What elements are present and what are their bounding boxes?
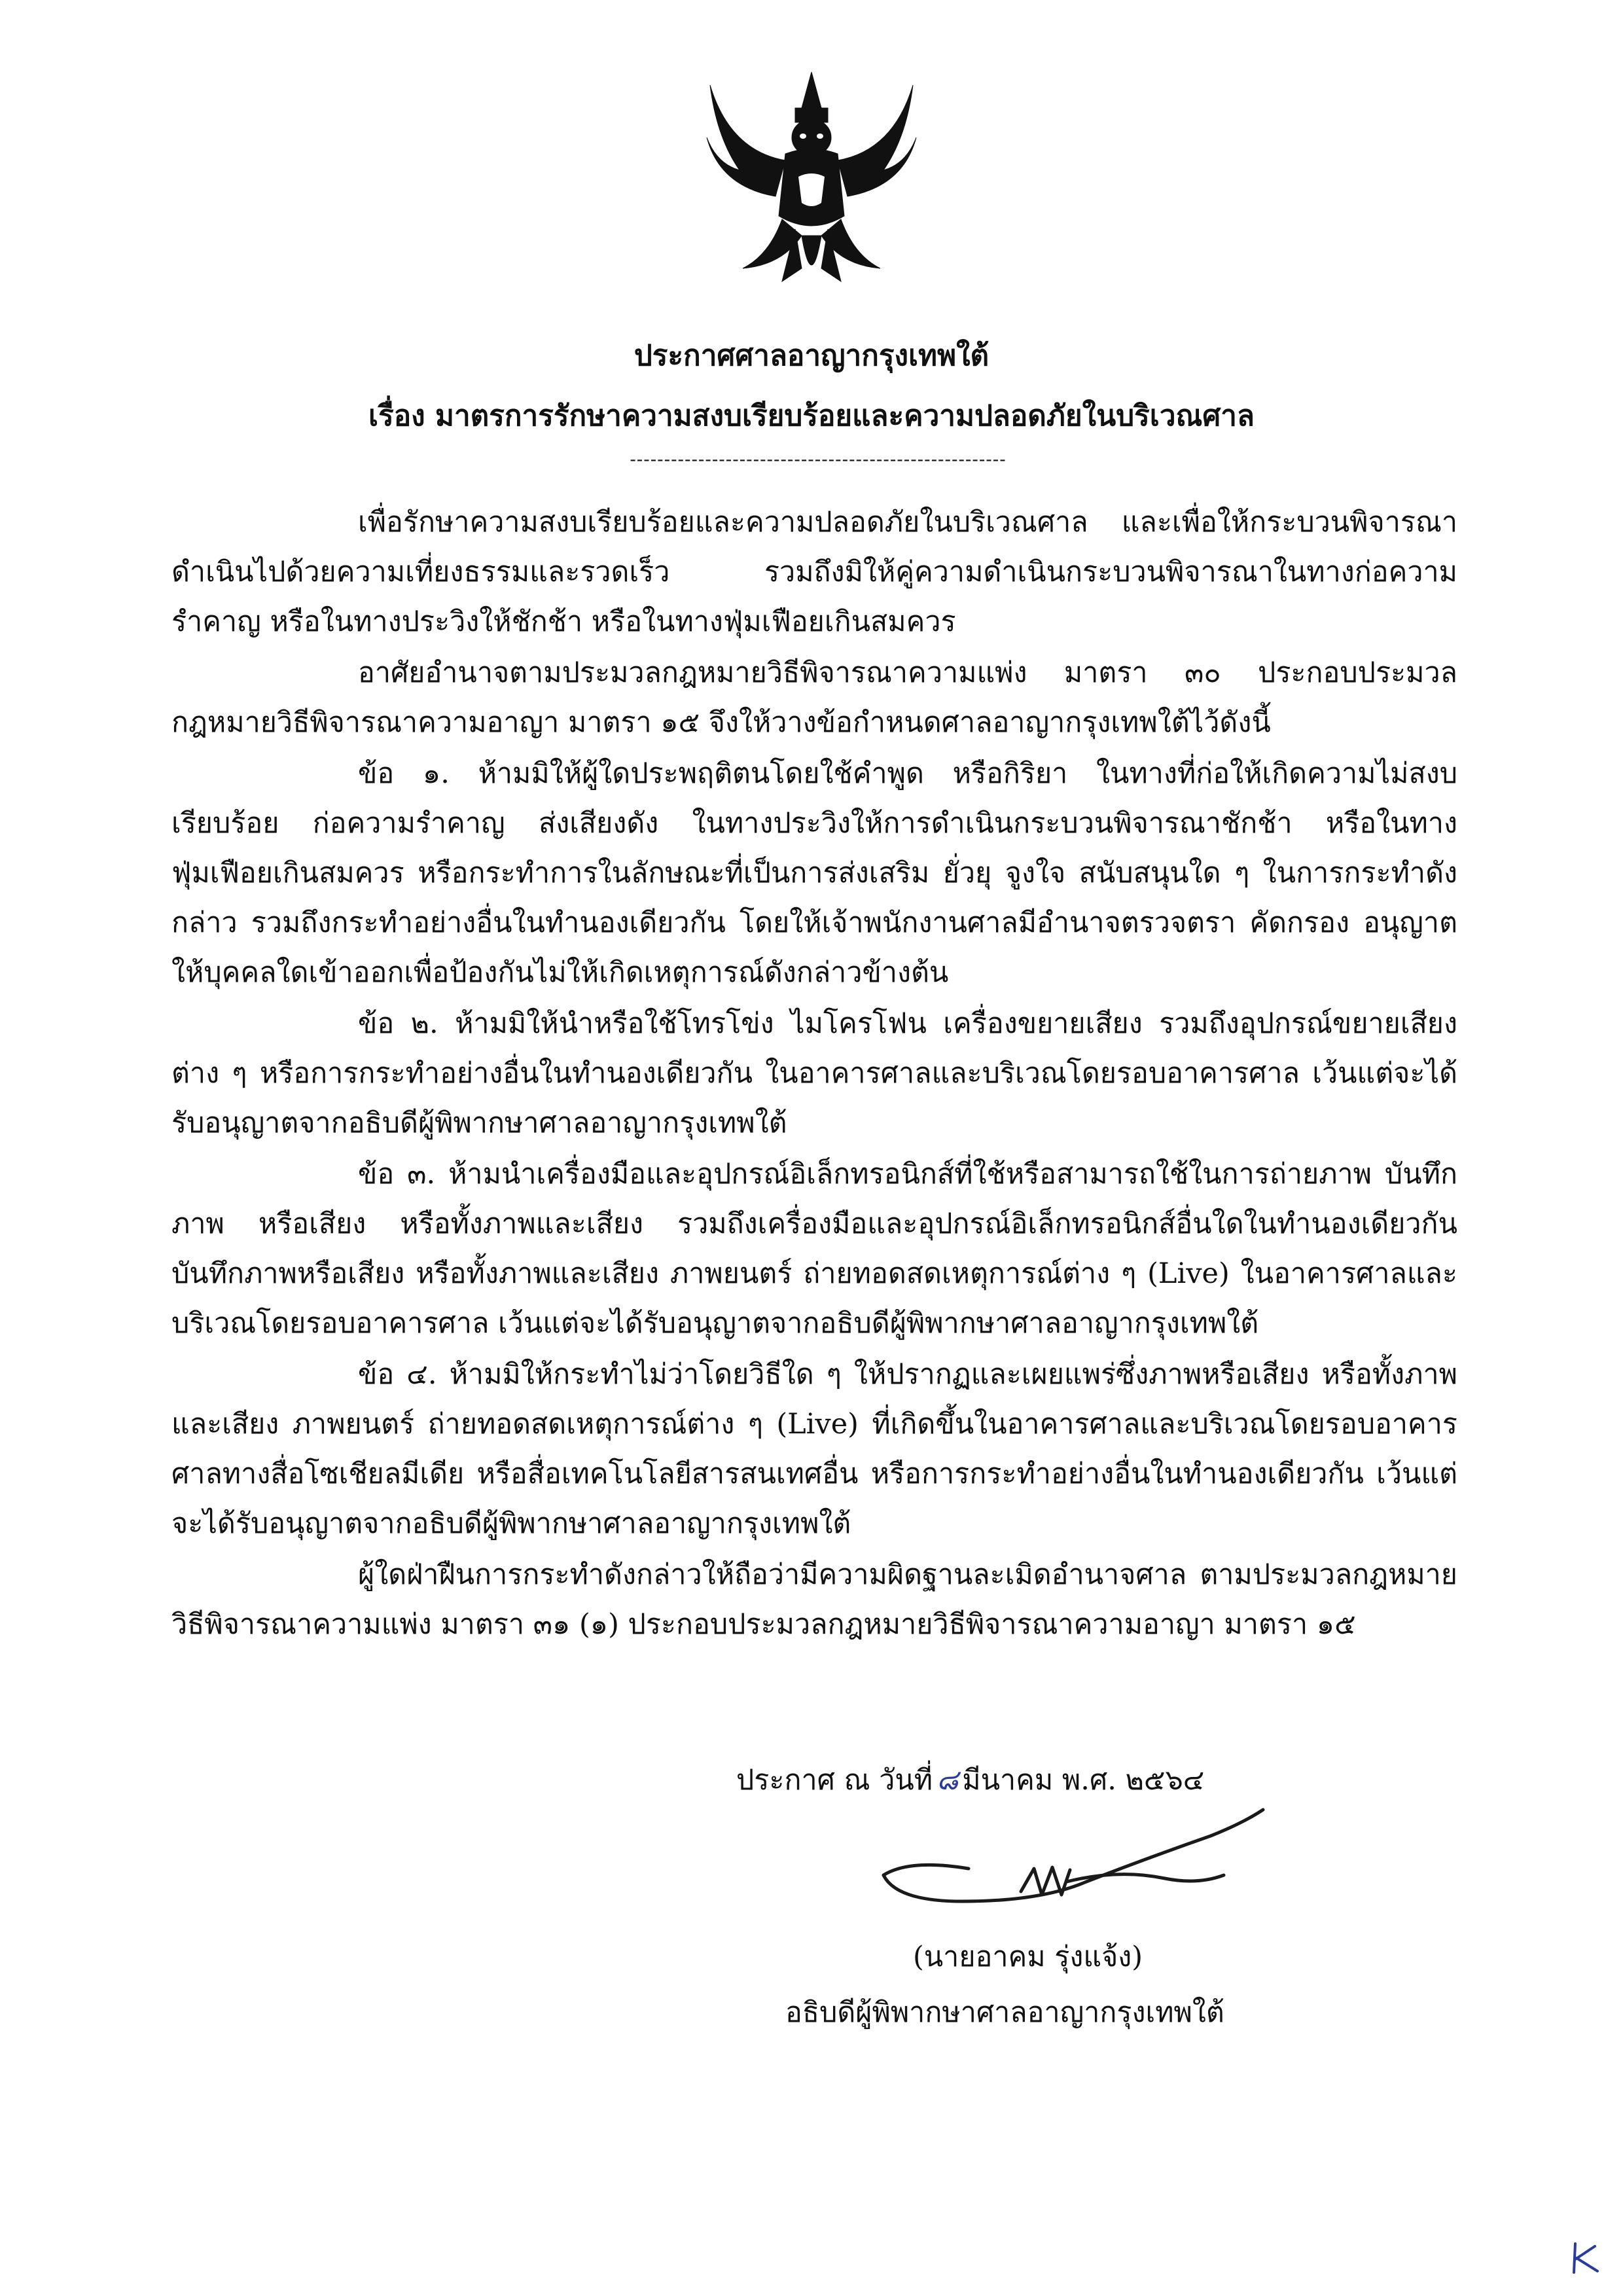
body-paragraph: ข้อ ๑. ห้ามมิให้ผู้ใดประพฤติตนโดยใช้คำพูด หรือกิริยา ในทางที่ก่อให้เกิดความไม่สงบเรียบร้อย ก่อความรำคาญ ส่งเสียงดัง ในทางประวิงให้การดำเนินกระบวนพิจารณาชักช้า หรือในทางฟุ่มเฟือยเกินสมควร หรือกระทำการในลักษณะที่เป็นการส่งเสริม ยั่วยุ จูงใจ สนับสนุนใด ๆ ในการกระทำดังกล่าว รวมถึงกระทำอย่างอื่นในทำนองเดียวกัน โดยให้เจ้าพนักงานศาลมีอำนาจตรวจตรา คัดกรอง อนุญาตให้บุคคลใดเข้าออกเพื่อป้องกันไม่ให้เกิดเหตุการณ์ดังกล่าวข้างต้น xyxy=(171,757,1457,989)
garuda-emblem-icon xyxy=(704,72,919,295)
body-paragraph: ข้อ ๔. ห้ามมิให้กระทำไม่ว่าโดยวิธีใด ๆ ให้ปรากฏและเผยแพร่ซึ่งภาพหรือเสียง หรือทั้งภาพและเสียง ภาพยนตร์ ถ่ายทอดสดเหตุการณ์ต่าง ๆ (Live) ที่เกิดขึ้นในอาคารศาลและบริเวณโดยรอบอาคารศาลทางสื่อโซเชียลมีเดีย หรือสื่อเทคโนโลยีสารสนเทศอื่น หรือการกระทำอย่างอื่นในทำนองเดียวกัน เว้นแต่จะได้รับอนุญาตจากอธิบดีผู้พิพากษาศาลอาญากรุงเทพใต้ xyxy=(171,1358,1457,1540)
body-paragraph: ผู้ใดฝ่าฝืนการกระทำดังกล่าวให้ถือว่ามีความผิดฐานละเมิดอำนาจศาล ตามประมวลกฎหมายวิธีพิจารณาความแพ่ง มาตรา ๓๑ (๑) ประกอบประมวลกฎหมายวิธีพิจารณาความอาญา มาตรา ๑๕ xyxy=(171,1558,1457,1641)
title-separator: ------------------------------------------------------- xyxy=(630,448,1007,470)
signer-name: (นายอาคม รุ่งแจ้ง) xyxy=(913,1941,1143,1973)
announce-prefix: ประกาศ ณ วันที่ xyxy=(736,1764,933,1797)
handwritten-day: ๘ xyxy=(936,1764,959,1797)
body-paragraph: อาศัยอำนาจตามประมวลกฎหมายวิธีพิจารณาความแพ่ง มาตรา ๓๐ ประกอบประมวลกฎหมายวิธีพิจารณาความอาญา มาตรา ๑๕ จึงให้วางข้อกำหนดศาลอาญากรุงเทพใต้ไว้ดังนี้ xyxy=(171,656,1457,739)
signer-title: อธิบดีผู้พิพากษาศาลอาญากรุงเทพใต้ xyxy=(785,1996,1224,2029)
body-paragraph: ข้อ ๒. ห้ามมิให้นำหรือใช้โทรโข่ง ไมโครโฟน เครื่องขยายเสียง รวมถึงอุปกรณ์ขยายเสียงต่าง ๆ หรือการกระทำอย่างอื่นในทำนองเดียวกัน ในอาคารศาลและบริเวณโดยรอบอาคารศาล เว้นแต่จะได้รับอนุญาตจากอธิบดีผู้พิพากษาศาลอาญากรุงเทพใต้ xyxy=(171,1007,1457,1139)
announcement-title: ประกาศศาลอาญากรุงเทพใต้ xyxy=(633,339,990,372)
body-paragraph: เพื่อรักษาความสงบเรียบร้อยและความปลอดภัยในบริเวณศาล และเพื่อให้กระบวนพิจารณาดำเนินไปด้วยความเที่ยงธรรมและรวดเร็ว รวมถึงมิให้คู่ความดำเนินกระบวนพิจารณาในทางก่อความรำคาญ หรือในทางประวิงให้ชักช้า หรือในทางฟุ่มเฟือยเกินสมควร xyxy=(171,506,1457,638)
handwritten-mark-icon xyxy=(1567,2238,1607,2278)
signature-icon xyxy=(870,1797,1276,1921)
announcement-date xyxy=(736,1757,1204,1802)
announcement-subject: เรื่อง มาตรการรักษาความสงบเรียบร้อยและความปลอดภัยในบริเวณศาล xyxy=(368,399,1255,433)
announcement-body xyxy=(171,497,1457,1651)
body-paragraph: ข้อ ๓. ห้ามนำเครื่องมือและอุปกรณ์อิเล็กทรอนิกส์ที่ใช้หรือสามารถใช้ในการถ่ายภาพ บันทึกภาพ หรือเสียง หรือทั้งภาพและเสียง รวมถึงเครื่องมือและอุปกรณ์อิเล็กทรอนิกส์อื่นใดในทำนองเดียวกัน บันทึกภาพหรือเสียง หรือทั้งภาพและเสียง ภาพยนตร์ ถ่ายทอดสดเหตุการณ์ต่าง ๆ (Live) ในอาคารศาลและบริเวณโดยรอบอาคารศาล เว้นแต่จะได้รับอนุญาตจากอธิบดีผู้พิพากษาศาลอาญากรุงเทพใต้ xyxy=(171,1158,1457,1340)
announce-suffix: มีนาคม พ.ศ. ๒๕๖๔ xyxy=(962,1764,1205,1797)
